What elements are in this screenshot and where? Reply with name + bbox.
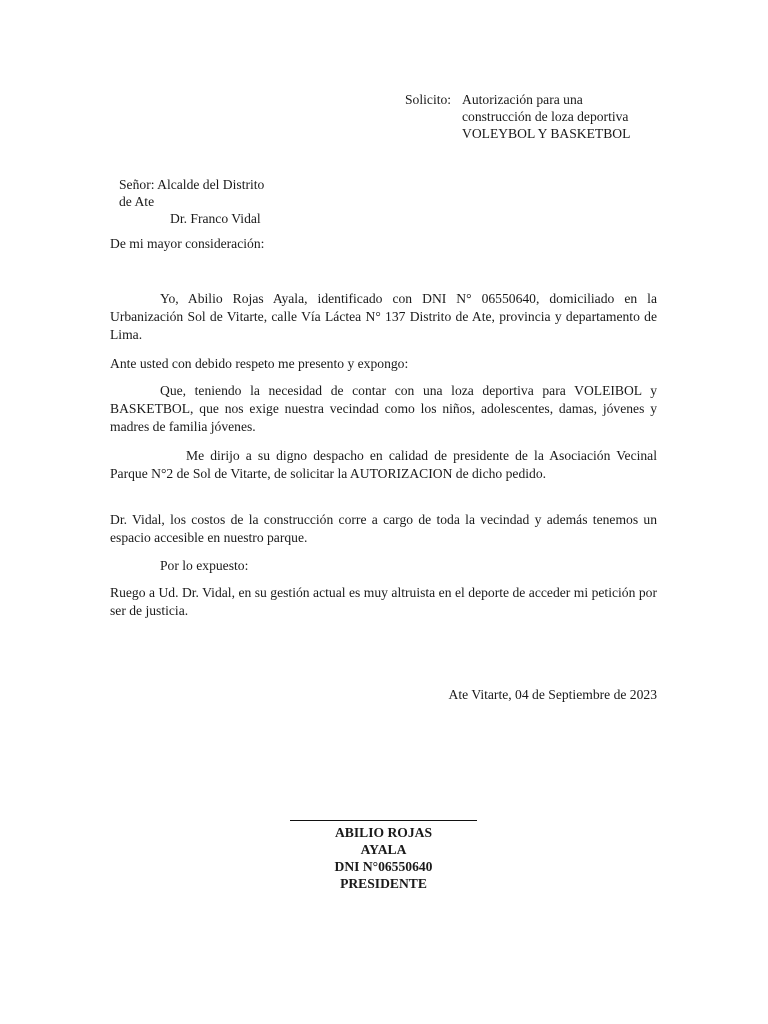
salutation: De mi mayor consideración: bbox=[110, 236, 265, 251]
body-paragraph-statement: Ante usted con debido respeto me presento y expongo: bbox=[110, 356, 409, 371]
subject-line-2: construcción de loza deportiva bbox=[462, 109, 629, 124]
body-paragraph-request: Me dirijo a su digno despacho en calidad de presidente de la Asociación Vecinal Parque N°2 de Sol de Vitarte, de solicitar la AUTORIZACION de dicho pedido. bbox=[110, 448, 657, 481]
recipient-line-1: Señor: Alcalde del Distrito bbox=[119, 177, 265, 192]
recipient-line-2: de Ate bbox=[119, 194, 155, 209]
signature-dni: DNI N°06550640 bbox=[334, 859, 433, 874]
body-paragraph-costs: Dr. Vidal, los costos de la construcción corre a cargo de toda la vecindad y además tenemos un espacio accesible en nuestro parque. bbox=[110, 512, 657, 545]
signature-role: PRESIDENTE bbox=[340, 876, 427, 891]
place-date: Ate Vitarte, 04 de Septiembre de 2023 bbox=[448, 687, 657, 702]
body-paragraph-identification: Yo, Abilio Rojas Ayala, identificado con DNI N° 06550640, domiciliado en la Urbanización Sol de Vitarte, calle Vía Láctea N° 137 Distrito de Ate, provincia y departamento de Lima. bbox=[110, 291, 657, 342]
subject-label: Solicito: bbox=[405, 92, 452, 107]
subject-line-1: Autorización para una bbox=[462, 92, 583, 107]
signature-name-line-2: AYALA bbox=[360, 842, 407, 857]
subject-line-3: VOLEYBOL Y BASKETBOL bbox=[462, 126, 631, 141]
recipient-line-3: Dr. Franco Vidal bbox=[170, 211, 261, 226]
signature-name-line-1: ABILIO ROJAS bbox=[334, 825, 433, 840]
body-paragraph-need: Que, teniendo la necesidad de contar con una loza deportiva para VOLEIBOL y BASKETBOL, que nos exige nuestra vecindad como los niños, adolescentes, damas, jóvenes y madres de familia jóvenes. bbox=[110, 383, 657, 434]
signature-line bbox=[290, 820, 477, 821]
body-paragraph-plea: Ruego a Ud. Dr. Vidal, en su gestión actual es muy altruista en el deporte de acceder mi petición por ser de justicia. bbox=[110, 585, 657, 618]
body-paragraph-closing-intro: Por lo expuesto: bbox=[160, 558, 249, 573]
